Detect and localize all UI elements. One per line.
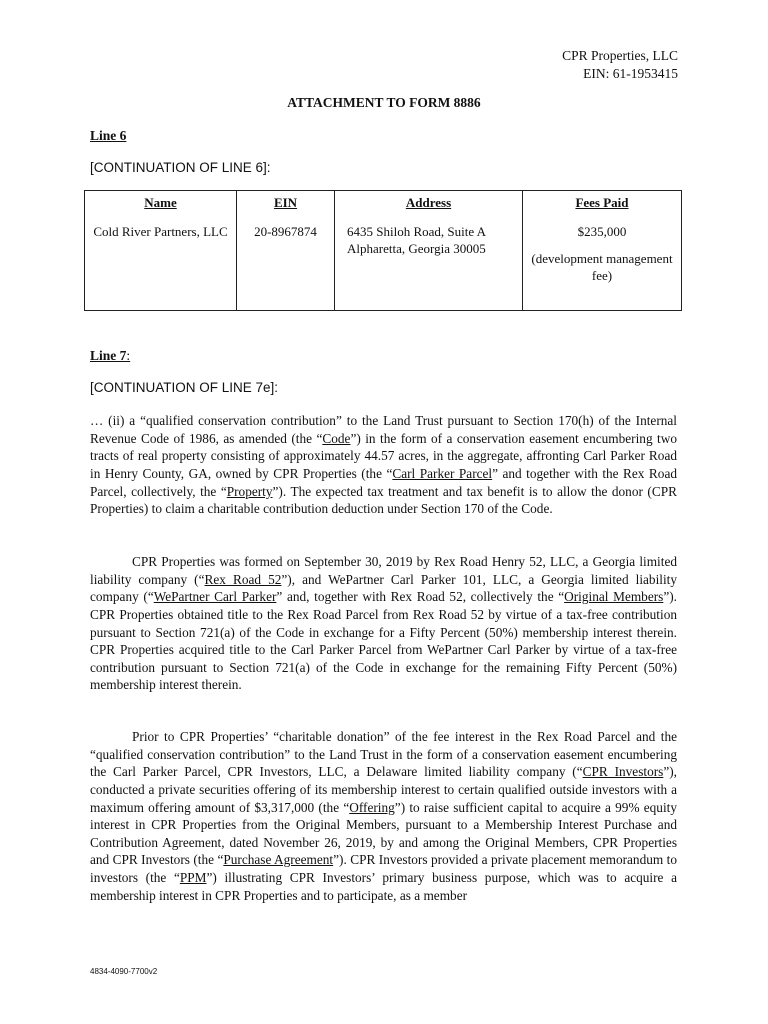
defined-term-purchase-agreement: Purchase Agreement bbox=[223, 852, 334, 868]
company-name: CPR Properties, LLC bbox=[562, 48, 678, 63]
p3-text-d: ”). CPR Investors provided a private placement memorandum to investors (the “ bbox=[90, 852, 677, 886]
address-line-2: Alpharetta, Georgia 30005 bbox=[347, 241, 486, 256]
line-6-continuation: [CONTINUATION OF LINE 6]: bbox=[90, 160, 271, 175]
paragraph-1 bbox=[90, 412, 677, 518]
defined-term-cpr-investors: CPR Investors bbox=[582, 764, 664, 780]
document-footer-id: 4834-4090-7700v2 bbox=[90, 967, 158, 976]
defined-term-code: Code bbox=[322, 430, 351, 446]
document-title: ATTACHMENT TO FORM 8886 bbox=[287, 95, 481, 110]
p1-text-c: ” and together with the Rex Road Parcel, collectively, the “ bbox=[90, 466, 678, 499]
cell-name: Cold River Partners, LLC bbox=[85, 219, 237, 311]
cell-fees-paid bbox=[523, 219, 682, 311]
line-6-heading bbox=[90, 128, 126, 144]
table-row bbox=[85, 219, 682, 311]
header-fees-paid: Fees Paid bbox=[523, 191, 682, 220]
defined-term-offering: Offering bbox=[349, 799, 395, 815]
p1-text-b: ”) in the form of a conservation easement encumbering two tracts of real property consisting of approximately 44.57 acres, in the aggregate, affronting Carl Parker Road in Henry County, GA, owned by CPR Properties (the “ bbox=[90, 430, 677, 482]
p3-text-c: ”) to raise sufficient capital to acquire a 99% equity interest in CPR Properties from the Original Members, pursuant to a Membership Interest Purchase and Contribution Agreement, dated November 26, 2019, by and among the Original Members, CPR Properties and CPR Investors (the “ bbox=[90, 799, 677, 868]
fee-amount: $235,000 bbox=[577, 224, 627, 239]
p3-text-b: ”), conducted a private securities offering of its membership interest to certain qualified outside investors with a maximum offering amount of $3,317,000 (the “ bbox=[90, 764, 677, 815]
line-6-label: Line 6 bbox=[90, 128, 127, 143]
defined-term-ppm: PPM bbox=[179, 870, 207, 886]
header-ein: EIN bbox=[237, 191, 335, 220]
line-7-colon: : bbox=[126, 348, 131, 363]
defined-term-wepartner-carl-parker: WePartner Carl Parker bbox=[153, 589, 277, 605]
p2-text-b: ”), and WePartner Carl Parker 101, LLC, a Georgia limited liability company (“ bbox=[90, 571, 677, 605]
company-ein: EIN: 61-1953415 bbox=[583, 66, 678, 81]
cell-ein: 20-8967874 bbox=[237, 219, 335, 311]
cell-address bbox=[335, 219, 523, 311]
header-name: Name bbox=[85, 191, 237, 220]
defined-term-carl-parker-parcel: Carl Parker Parcel bbox=[392, 466, 493, 482]
defined-term-rex-road-52: Rex Road 52 bbox=[204, 571, 282, 587]
line-7-label: Line 7 bbox=[90, 348, 127, 363]
defined-term-original-members: Original Members bbox=[564, 589, 664, 605]
company-header bbox=[562, 47, 678, 83]
line-7-heading bbox=[90, 348, 130, 364]
table-header-row bbox=[85, 191, 682, 220]
p1-text-a: … (ii) a “qualified conservation contribution” to the Land Trust pursuant to Section 170(h) of the Internal Revenue Code of 1986, as amended (the “ bbox=[90, 413, 677, 446]
line-7-continuation: [CONTINUATION OF LINE 7e]: bbox=[90, 380, 279, 395]
p2-text-d: ”). CPR Properties obtained title to the Rex Road Parcel from Rex Road 52 by virtue of a tax-free contribution pursuant to Section 721(a) of the Code in exchange for a Fifty Percent (50%) membership interest therein. CPR Properties acquired title to the Carl Parker Parcel from WePartner Carl Parker by virtue of a tax-free contribution pursuant to Section 721(a) of the Code in exchange for the remaining Fifty Percent (50%) membership interest therein. bbox=[90, 589, 677, 693]
fee-note: (development management fee) bbox=[531, 251, 673, 283]
p2-text-c: ” and, together with Rex Road 52, collectively the “ bbox=[276, 589, 565, 605]
header-address: Address bbox=[335, 191, 523, 220]
defined-term-property: Property bbox=[226, 483, 273, 499]
fees-table bbox=[84, 190, 682, 311]
paragraph-2 bbox=[90, 553, 677, 694]
p1-text-d: ”). The expected tax treatment and tax benefit is to allow the donor (CPR Properties) to claim a charitable contribution deduction under Section 170 of the Code. bbox=[90, 483, 677, 517]
p2-text-a: CPR Properties was formed on September 30, 2019 by Rex Road Henry 52, LLC, a Georgia limited liability company (“ bbox=[90, 554, 677, 587]
p3-text-a: Prior to CPR Properties’ “charitable donation” of the fee interest in the Rex Road Parcel and the “qualified conservation contribution” to the Land Trust in the form of a conservation easement encumbering the Carl Parker Parcel, CPR Investors, LLC, a Delaware limited liability company (“ bbox=[90, 729, 677, 780]
address-line-1: 6435 Shiloh Road, Suite A bbox=[347, 224, 487, 239]
paragraph-3 bbox=[90, 728, 677, 904]
p3-text-e: ”) illustrating CPR Investors’ primary business purpose, which was to acquire a membership interest in CPR Properties and to participate, as a member bbox=[90, 870, 677, 903]
